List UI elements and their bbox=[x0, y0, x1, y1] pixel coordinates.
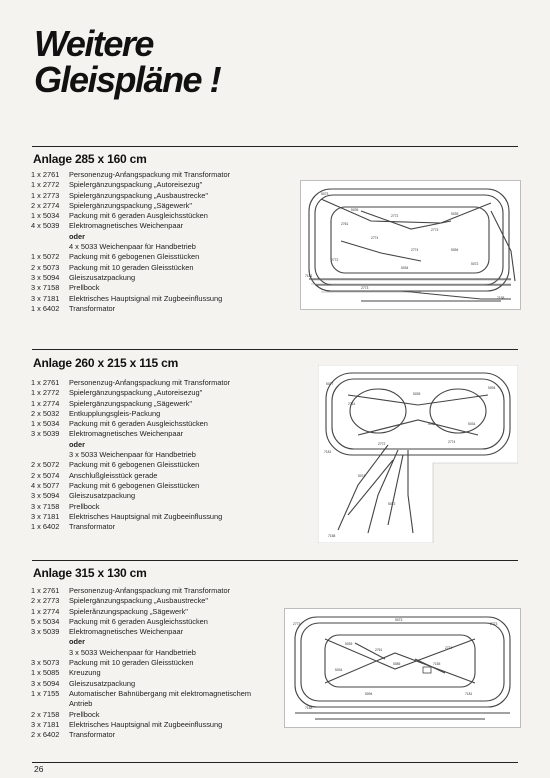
part-desc: Spielergänzungspackung „Sägewerk" bbox=[69, 200, 193, 210]
part-qty: 3 x 5039 bbox=[31, 627, 60, 637]
footer-divider bbox=[32, 762, 518, 763]
parts-row bbox=[31, 617, 251, 627]
part-qty bbox=[31, 440, 69, 450]
parts-row bbox=[31, 170, 230, 180]
part-qty: 1 x 6402 bbox=[31, 522, 60, 532]
part-desc: Spielergänzungspackung „Autoreisezug" bbox=[69, 180, 203, 190]
plan-label: 5039 bbox=[345, 642, 353, 646]
parts-row bbox=[31, 283, 230, 293]
part-desc: Gleiszusatzpackung bbox=[69, 678, 136, 688]
part-desc: Entkupplungsgleis-Packung bbox=[69, 408, 161, 418]
part-desc: Spielergänzungspackung „Ausbaustrecke" bbox=[69, 190, 209, 200]
part-qty: 1 x 5034 bbox=[31, 419, 60, 429]
parts-list bbox=[31, 586, 251, 740]
parts-row bbox=[31, 419, 230, 429]
part-qty bbox=[31, 242, 69, 252]
section-heading: Anlage 285 x 160 cm bbox=[33, 152, 147, 166]
part-desc: oder bbox=[69, 231, 86, 241]
part-desc: Transformator bbox=[69, 730, 116, 740]
parts-list bbox=[31, 170, 230, 314]
parts-row bbox=[31, 242, 230, 252]
parts-row bbox=[31, 294, 230, 304]
part-desc: Prellbock bbox=[69, 283, 100, 293]
part-qty: 3 x 7181 bbox=[31, 293, 60, 303]
part-qty: 3 x 7181 bbox=[31, 719, 60, 729]
part-qty bbox=[31, 232, 69, 242]
parts-row bbox=[31, 637, 251, 647]
plan-label: 2774 bbox=[448, 440, 456, 444]
part-desc: 3 x 5033 Weichenpaar für Handbetrieb bbox=[69, 647, 196, 657]
part-qty: 3 x 5039 bbox=[31, 429, 60, 439]
plan-label: 7158 bbox=[305, 706, 313, 710]
plan-label: 5034 bbox=[468, 422, 476, 426]
track-plan-svg bbox=[318, 365, 518, 543]
part-desc: 3 x 5033 Weichenpaar für Handbetrieb bbox=[69, 450, 196, 460]
section-heading: Anlage 260 x 215 x 115 cm bbox=[33, 356, 179, 370]
part-qty: 2 x 5074 bbox=[31, 470, 60, 480]
parts-row bbox=[31, 180, 230, 190]
part-qty: 1 x 5034 bbox=[31, 211, 60, 221]
parts-row bbox=[31, 679, 251, 689]
plan-label: 5094 bbox=[451, 248, 459, 252]
parts-row bbox=[31, 191, 230, 201]
part-qty: 1 x 5085 bbox=[31, 668, 60, 678]
part-qty: 1 x 2774 bbox=[31, 398, 60, 408]
part-qty: 1 x 2761 bbox=[31, 586, 60, 595]
plan-label: 2761 bbox=[375, 648, 383, 652]
plan-label: 5039 bbox=[351, 208, 359, 212]
parts-row bbox=[31, 378, 230, 388]
plan-label: 2761 bbox=[341, 222, 349, 226]
part-qty: 1 x 2761 bbox=[31, 378, 60, 387]
plan-label: 5094 bbox=[365, 692, 373, 696]
part-desc: Elektromagnetisches Weichenpaar bbox=[69, 221, 184, 231]
part-desc: Automatischer Bahnübergang mit elektromagnetischem bbox=[69, 688, 251, 698]
parts-list bbox=[31, 378, 230, 532]
plan-label: 5072 bbox=[388, 502, 396, 506]
parts-row bbox=[31, 460, 230, 470]
part-desc: Packung mit 6 geraden Ausgleichsstücken bbox=[69, 419, 208, 429]
section-divider bbox=[32, 560, 518, 561]
parts-row bbox=[31, 409, 230, 419]
part-desc: Elektromagnetisches Weichenpaar bbox=[69, 627, 184, 637]
plan-label: 2773 bbox=[490, 622, 498, 626]
parts-row bbox=[31, 658, 251, 668]
plan-label: 2761 bbox=[348, 402, 356, 406]
plan-label: 5072 bbox=[471, 262, 479, 266]
part-qty: 1 x 6402 bbox=[31, 303, 60, 313]
part-qty: 2 x 2774 bbox=[31, 200, 60, 210]
part-qty: 3 x 5094 bbox=[31, 491, 60, 501]
plan-label: 5085 bbox=[393, 662, 401, 666]
parts-row bbox=[31, 450, 230, 460]
page-title-line-1: Weitere bbox=[34, 23, 153, 64]
part-qty: 3 x 7158 bbox=[31, 501, 60, 511]
part-qty: 5 x 5034 bbox=[31, 616, 60, 626]
parts-row bbox=[31, 627, 251, 637]
part-desc: Spielerănzungspackung „Sägewerk" bbox=[69, 606, 188, 616]
part-desc: oder bbox=[69, 637, 86, 647]
parts-row bbox=[31, 586, 251, 596]
plan-label: 2773 bbox=[431, 228, 439, 232]
part-qty: 2 x 5073 bbox=[31, 262, 60, 272]
plan-label: 5032 bbox=[428, 422, 436, 426]
parts-row bbox=[31, 730, 251, 740]
plan-label: 2772 bbox=[378, 442, 386, 446]
part-desc: Elektromagnetisches Weichenpaar bbox=[69, 429, 184, 439]
plan-label: 5094 bbox=[488, 386, 496, 390]
parts-row bbox=[31, 481, 230, 491]
section-heading: Anlage 315 x 130 cm bbox=[33, 566, 147, 580]
parts-row bbox=[31, 273, 230, 283]
parts-row bbox=[31, 689, 251, 699]
part-qty: 1 x 2772 bbox=[31, 180, 60, 190]
parts-row bbox=[31, 388, 230, 398]
plan-label: 5074 bbox=[358, 474, 366, 478]
plan-label: 7181 bbox=[465, 692, 473, 696]
part-qty: 4 x 5039 bbox=[31, 221, 60, 231]
track-plan-diagram bbox=[284, 608, 521, 728]
plan-label: 2774 bbox=[411, 248, 419, 252]
parts-row bbox=[31, 491, 230, 501]
part-qty: 2 x 6402 bbox=[31, 730, 60, 740]
plan-label: 2773 bbox=[293, 622, 301, 626]
plan-label: 7181 bbox=[324, 450, 332, 454]
plan-label: 7155 bbox=[433, 662, 441, 666]
part-qty: 2 x 2773 bbox=[31, 596, 60, 606]
parts-row bbox=[31, 429, 230, 439]
part-qty: 1 x 2772 bbox=[31, 388, 60, 398]
parts-row bbox=[31, 211, 230, 221]
part-desc: Elektrisches Hauptsignal mit Zugbeeinflussung bbox=[69, 719, 223, 729]
part-qty: 1 x 2773 bbox=[31, 190, 60, 200]
plan-label: 7181 bbox=[305, 274, 313, 278]
plan-label: 5077 bbox=[326, 382, 334, 386]
plan-label: 5073 bbox=[395, 618, 403, 622]
parts-row bbox=[31, 668, 251, 678]
plan-label: 2772 bbox=[391, 214, 399, 218]
part-qty bbox=[31, 637, 69, 647]
part-desc: Personenzug-Anfangspackung mit Transformator bbox=[69, 170, 231, 179]
page-title bbox=[34, 23, 221, 100]
part-qty bbox=[31, 699, 69, 709]
part-qty: 1 x 5072 bbox=[31, 252, 60, 262]
plan-label: 5034 bbox=[401, 266, 409, 270]
part-qty: 1 x 2774 bbox=[31, 606, 60, 616]
part-desc: Elektrisches Hauptsignal mit Zugbeeinflussung bbox=[69, 511, 223, 521]
track-plan-diagram bbox=[318, 365, 518, 543]
part-desc: Transformator bbox=[69, 522, 116, 532]
part-qty: 2 x 5032 bbox=[31, 408, 60, 418]
part-desc: Gleiszusatzpackung bbox=[69, 272, 136, 282]
part-qty: 2 x 5072 bbox=[31, 460, 60, 470]
part-qty: 3 x 5094 bbox=[31, 678, 60, 688]
plan-label: 2772 bbox=[331, 258, 339, 262]
plan-label: 5073 bbox=[321, 192, 329, 196]
part-desc: Kreuzung bbox=[69, 668, 101, 678]
part-desc: Prellbock bbox=[69, 501, 100, 511]
part-desc: Elektrisches Hauptsignal mit Zugbeeinflussung bbox=[69, 293, 223, 303]
parts-row bbox=[31, 607, 251, 617]
plan-label: 7158 bbox=[497, 296, 505, 300]
plan-label: 2774 bbox=[371, 236, 379, 240]
part-desc: Personenzug-Anfangspackung mit Transformator bbox=[69, 378, 231, 387]
part-desc: Packung mit 6 geraden Ausgleichsstücken bbox=[69, 616, 208, 626]
page-number: 26 bbox=[34, 764, 44, 774]
part-qty: 3 x 5073 bbox=[31, 658, 60, 668]
parts-row bbox=[31, 304, 230, 314]
part-desc: Packung mit 10 geraden Gleisstücken bbox=[69, 658, 194, 668]
part-qty: 3 x 5094 bbox=[31, 272, 60, 282]
part-qty: 1 x 2761 bbox=[31, 170, 60, 179]
track-plan-svg bbox=[301, 181, 520, 309]
parts-row bbox=[31, 648, 251, 658]
parts-row bbox=[31, 471, 230, 481]
part-desc: Prellbock bbox=[69, 709, 100, 719]
part-desc: Spielergänzungspackung „Autoreisezug" bbox=[69, 388, 203, 398]
part-desc: Packung mit 6 gebogenen Gleisstücken bbox=[69, 480, 200, 490]
plan-label: 2774 bbox=[445, 646, 453, 650]
parts-row bbox=[31, 263, 230, 273]
part-qty: 2 x 7158 bbox=[31, 709, 60, 719]
part-desc: Packung mit 10 geraden Gleisstücken bbox=[69, 262, 194, 272]
parts-row bbox=[31, 710, 251, 720]
part-desc: Transformator bbox=[69, 303, 116, 313]
part-desc: Gleiszusatzpackung bbox=[69, 491, 136, 501]
track-plan-diagram bbox=[300, 180, 521, 310]
part-desc: Packung mit 6 gebogenen Gleisstücken bbox=[69, 460, 200, 470]
part-desc: Packung mit 6 gebogenen Gleisstücken bbox=[69, 252, 200, 262]
part-desc: Anschlußgleisstück gerade bbox=[69, 470, 158, 480]
parts-row bbox=[31, 232, 230, 242]
part-qty: 3 x 7158 bbox=[31, 283, 60, 293]
parts-row bbox=[31, 252, 230, 262]
plan-label: 2773 bbox=[361, 286, 369, 290]
parts-row bbox=[31, 201, 230, 211]
parts-row bbox=[31, 502, 230, 512]
part-desc: oder bbox=[69, 439, 86, 449]
part-qty bbox=[31, 648, 69, 658]
parts-row bbox=[31, 221, 230, 231]
plan-label: 5034 bbox=[335, 668, 343, 672]
part-qty: 1 x 7155 bbox=[31, 688, 60, 698]
part-qty: 3 x 7181 bbox=[31, 511, 60, 521]
part-desc: Personenzug-Anfangspackung mit Transformator bbox=[69, 586, 231, 595]
part-desc: Spielergänzungspackung „Ausbaustrecke" bbox=[69, 596, 209, 606]
part-qty: 4 x 5077 bbox=[31, 480, 60, 490]
plan-label: 5039 bbox=[451, 212, 459, 216]
parts-row bbox=[31, 440, 230, 450]
part-desc: Antrieb bbox=[69, 699, 93, 709]
section-divider bbox=[32, 349, 518, 350]
parts-row bbox=[31, 699, 251, 709]
parts-row bbox=[31, 522, 230, 532]
plan-label: 7158 bbox=[328, 534, 336, 538]
part-qty bbox=[31, 450, 69, 460]
part-desc: 4 x 5033 Weichenpaar für Handbetrieb bbox=[69, 242, 196, 252]
parts-row bbox=[31, 399, 230, 409]
part-desc: Packung mit 6 geraden Ausgleichsstücken bbox=[69, 211, 208, 221]
parts-row bbox=[31, 512, 230, 522]
track-plan-svg bbox=[285, 609, 520, 727]
part-desc: Spielergänzungspackung „Sägewerk" bbox=[69, 398, 193, 408]
parts-row bbox=[31, 720, 251, 730]
parts-row bbox=[31, 596, 251, 606]
section-divider bbox=[32, 146, 518, 147]
plan-label: 5039 bbox=[413, 392, 421, 396]
page-title-line-2: Gleispläne ! bbox=[34, 59, 221, 100]
